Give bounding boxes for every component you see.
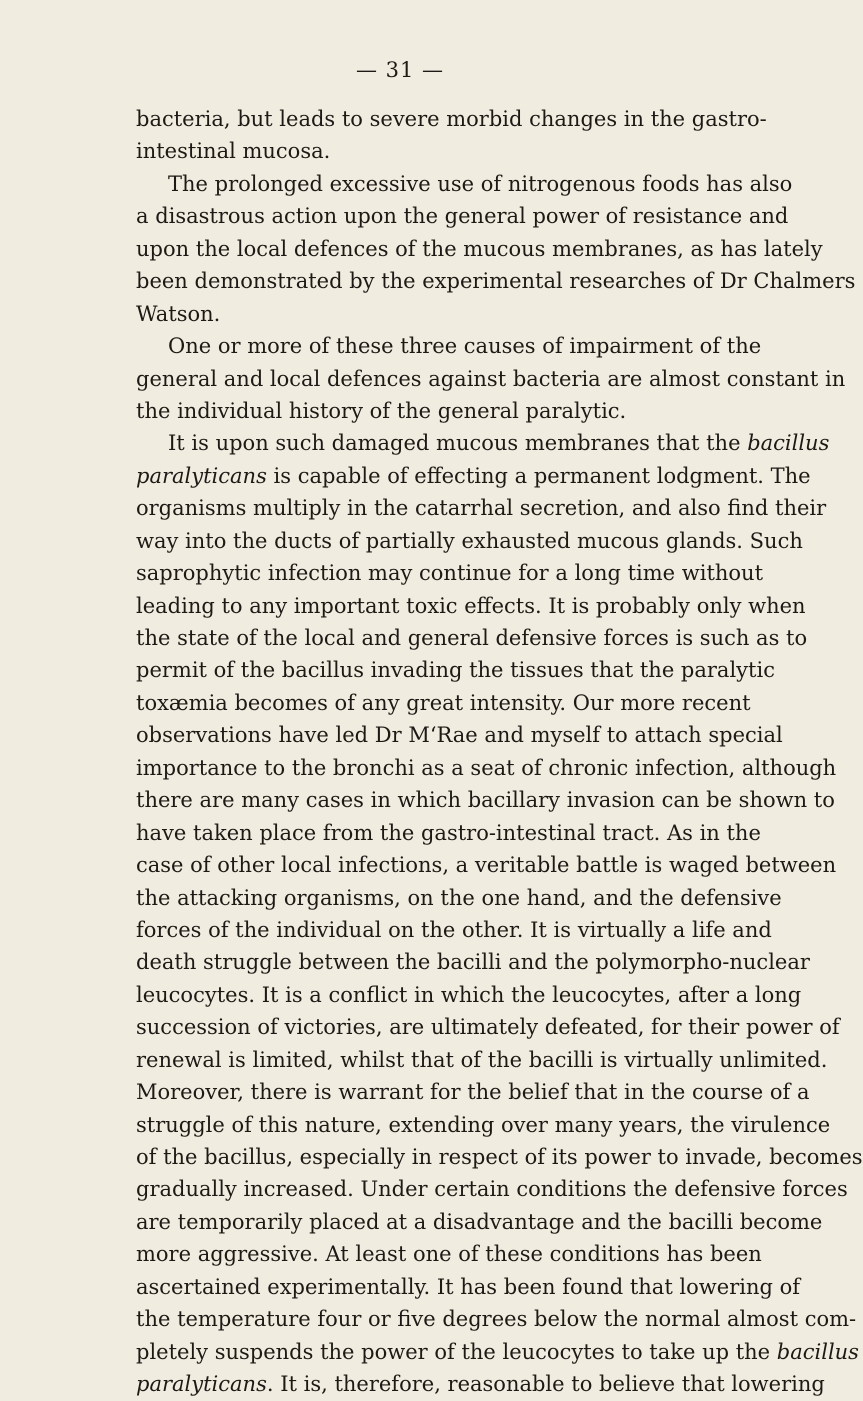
text-line: The prolonged excessive use of nitrogenous foods has also [168, 171, 793, 196]
text-line: a disastrous action upon the general power of resistance and [136, 204, 789, 229]
text-line: pletely suspends the power of the leucocytes to take up the bacillus [136, 1339, 859, 1364]
text-line: of the bacillus, especially in respect of its power to invade, becomes [136, 1145, 863, 1169]
text-line: toxæmia becomes of any great intensity. Our more recent [136, 690, 751, 715]
text-line: ascertained experimentally. It has been found that lowering of [136, 1274, 801, 1299]
text-line: upon the local defences of the mucous membranes, as has lately [136, 236, 823, 261]
text-line: gradually increased. Under certain conditions the defensive forces [136, 1177, 848, 1202]
body-text [136, 103, 863, 1401]
text-line: more aggressive. At least one of these conditions has been [136, 1242, 762, 1267]
text-line: intestinal mucosa. [136, 139, 331, 164]
text-line: paralyticans. It is, therefore, reasonable to believe that lowering [136, 1372, 825, 1397]
text-line: observations have led Dr M‘Rae and myself to attach special [136, 723, 783, 748]
text-line: there are many cases in which bacillary invasion can be shown to [136, 788, 835, 813]
page-number: — 31 — [355, 58, 445, 82]
text-line: leucocytes. It is a conflict in which the leucocytes, after a long [136, 982, 802, 1007]
text-line: permit of the bacillus invading the tissues that the paralytic [136, 658, 775, 683]
text-line: It is upon such damaged mucous membranes that the bacillus [168, 431, 830, 456]
text-line: way into the ducts of partially exhausted mucous glands. Such [136, 528, 803, 553]
text-line: the state of the local and general defensive forces is such as to [136, 626, 808, 650]
text-line: been demonstrated by the experimental researches of Dr Chalmers [136, 269, 856, 294]
text-line: One or more of these three causes of impairment of the [168, 334, 762, 359]
text-line: bacteria, but leads to severe morbid changes in the gastro- [136, 107, 767, 131]
text-line: the temperature four or five degrees below the normal almost com- [136, 1307, 857, 1332]
text-line: have taken place from the gastro-intestinal tract. As in the [136, 820, 761, 845]
text-line: renewal is limited, whilst that of the bacilli is virtually unlimited. [136, 1047, 828, 1072]
text-line: the attacking organisms, on the one hand, and the defensive [136, 885, 782, 910]
text-line: succession of victories, are ultimately defeated, for their power of [136, 1015, 840, 1040]
text-line: Watson. [136, 301, 221, 326]
text-line: organisms multiply in the catarrhal secretion, and also find their [136, 496, 827, 521]
text-line: death struggle between the bacilli and the polymorpho-nuclear [136, 950, 810, 975]
text-line: struggle of this nature, extending over many years, the virulence [136, 1112, 831, 1137]
text-line: the individual history of the general paralytic. [136, 398, 627, 423]
text-line: are temporarily placed at a disadvantage and the bacilli become [136, 1209, 823, 1234]
text-line: general and local defences against bacteria are almost constant in [136, 366, 846, 391]
text-line: Moreover, there is warrant for the belief that in the course of a [136, 1080, 810, 1105]
text-line: paralyticans is capable of effecting a permanent lodgment. The [136, 463, 811, 488]
text-line: case of other local infections, a veritable battle is waged between [136, 853, 837, 878]
text-line: forces of the individual on the other. It is virtually a life and [136, 917, 772, 942]
text-line: importance to the bronchi as a seat of chronic infection, although [136, 755, 837, 780]
text-line: saprophytic infection may continue for a long time without [136, 561, 764, 586]
text-line: leading to any important toxic effects. It is probably only when [136, 593, 806, 618]
